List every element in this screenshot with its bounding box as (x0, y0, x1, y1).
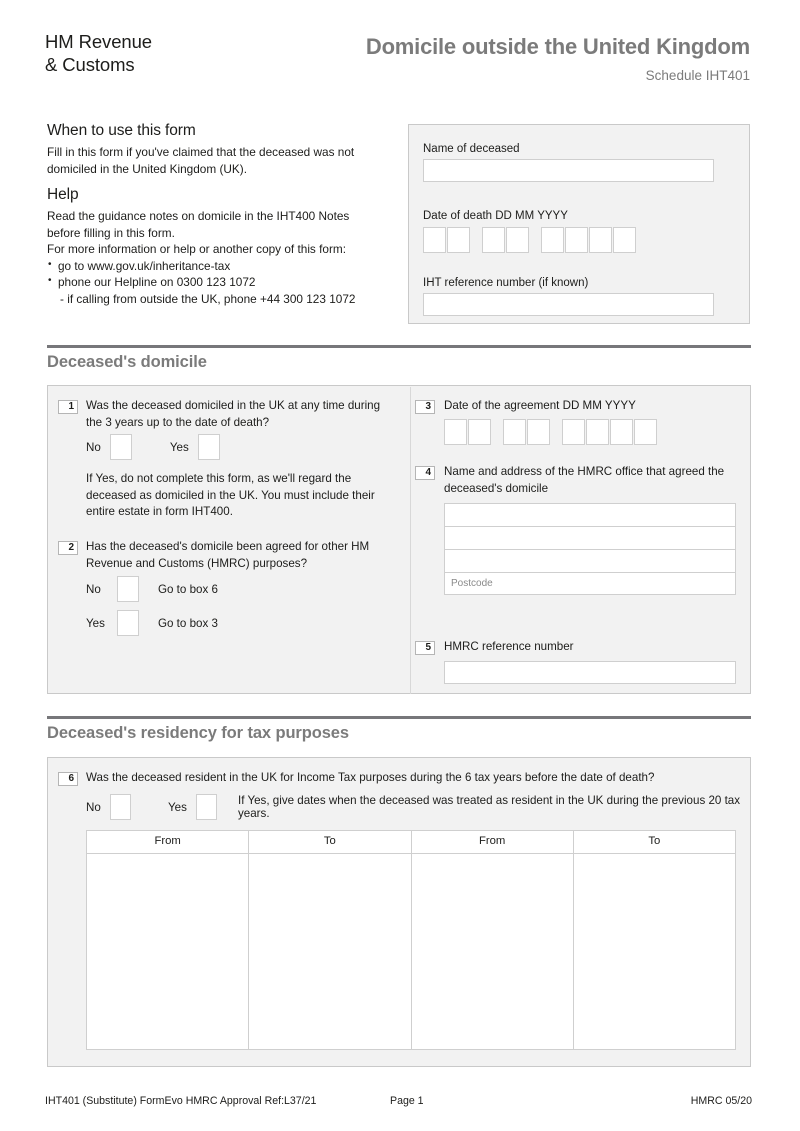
help-line3: For more information or help or another copy of this form: (47, 242, 346, 256)
hmrc-logo-line1: HM Revenue (45, 31, 152, 52)
page-subtitle: Schedule IHT401 (645, 68, 750, 83)
question-2-no-action: Go to box 6 (158, 582, 218, 596)
domicile-column-divider (410, 387, 411, 694)
dod-month-group (482, 227, 529, 253)
agreement-year-3[interactable] (610, 419, 633, 445)
question-6-no-checkbox[interactable] (110, 794, 131, 820)
agreement-year-4[interactable] (634, 419, 657, 445)
agreement-day-group (444, 419, 491, 445)
page-title: Domicile outside the United Kingdom (365, 34, 750, 59)
residency-dates-table (86, 830, 736, 1050)
dod-day-group (423, 227, 470, 253)
iht-reference-label: IHT reference number (if known) (423, 277, 589, 289)
domicile-section-divider (47, 345, 751, 348)
question-6-text: Was the deceased resident in the UK for Income Tax purposes during the 6 tax years before the date of death? (86, 771, 655, 784)
question-2-no-label: No (86, 582, 101, 596)
question-1-options (86, 434, 220, 460)
question-2-text: Has the deceased's domicile been agreed for other HM Revenue and Customs (HMRC) purposes? (86, 540, 370, 570)
question-1-number: 1 (58, 400, 78, 414)
residency-section-title: Deceased's residency for tax purposes (47, 724, 349, 742)
help-bullet-subline: - if calling from outside the UK, phone +44 300 123 1072 (60, 291, 356, 306)
question-3-text: Date of the agreement DD MM YYYY (444, 399, 636, 412)
question-2-yes-action: Go to box 3 (158, 616, 218, 630)
question-1-text: Was the deceased domiciled in the UK at any time during the 3 years up to the date of death? (86, 399, 381, 429)
question-5-number: 5 (415, 641, 435, 655)
agreement-month-2[interactable] (527, 419, 550, 445)
question-6-options (86, 794, 750, 820)
name-of-deceased-label: Name of deceased (423, 143, 520, 155)
help-heading: Help (47, 186, 79, 203)
residency-table-column-from-1[interactable] (87, 854, 249, 1049)
deceased-details-panel (408, 124, 750, 324)
when-to-use-line2: domiciled in the United Kingdom (UK). (47, 161, 247, 176)
residency-table-header-to-2: To (648, 835, 661, 847)
dod-year-4[interactable] (613, 227, 636, 253)
footer-page-number: Page 1 (390, 1095, 424, 1107)
dod-month-1[interactable] (482, 227, 505, 253)
question-2-no-row (86, 576, 218, 602)
residency-table-column-from-2[interactable] (412, 854, 574, 1049)
spacer (47, 177, 387, 186)
question-6-yes-label: Yes (167, 800, 187, 814)
hmrc-reference-number-input[interactable] (444, 661, 736, 684)
question-1-yes-label: Yes (169, 440, 189, 454)
agreement-month-1[interactable] (503, 419, 526, 445)
when-to-use-heading: When to use this form (47, 122, 196, 139)
date-of-death-label: Date of death DD MM YYYY (423, 210, 568, 222)
question-2-yes-row (86, 610, 218, 636)
residency-table-column-to-1[interactable] (249, 854, 411, 1049)
page-header (0, 0, 800, 100)
residency-table-header-from-2: From (412, 831, 574, 853)
question-2-number: 2 (58, 541, 78, 555)
question-1-yes-checkbox[interactable] (198, 434, 220, 460)
question-3-number: 3 (415, 400, 435, 414)
residency-table-body (87, 854, 735, 1049)
agreement-year-2[interactable] (586, 419, 609, 445)
question-2-no-checkbox[interactable] (117, 576, 139, 602)
help-line2: before filling in this form. (47, 225, 175, 240)
question-5-text: HMRC reference number (444, 640, 574, 653)
domicile-section-title: Deceased's domicile (47, 353, 207, 371)
hmrc-office-address-line-2[interactable] (444, 526, 736, 549)
question-2-options (86, 576, 218, 636)
footer-approval-ref: IHT401 (Substitute) FormEvo HMRC Approval Ref:L37/21 (45, 1095, 317, 1107)
question-1-no-label: No (86, 440, 101, 454)
hmrc-logo-line2: & Customs (45, 54, 135, 75)
residency-table-header-to-1: To (249, 831, 411, 853)
footer-hmrc-version: HMRC 05/20 (690, 1095, 752, 1107)
question-6-number: 6 (58, 772, 78, 786)
agreement-year-1[interactable] (562, 419, 585, 445)
page-footer (0, 1095, 800, 1115)
dod-year-2[interactable] (565, 227, 588, 253)
question-6-hint: If Yes, give dates when the deceased was treated as resident in the UK during the previous 20 tax years. (237, 794, 741, 820)
hmrc-office-address-line-1[interactable] (444, 503, 736, 526)
name-of-deceased-input[interactable] (423, 159, 714, 182)
help-line1: Read the guidance notes on domicile in the IHT400 Notes (47, 209, 350, 223)
domicile-panel (47, 385, 751, 694)
question-3-date-boxes (444, 419, 657, 445)
residency-section-divider (47, 716, 751, 719)
dod-year-1[interactable] (541, 227, 564, 253)
agreement-month-group (503, 419, 550, 445)
agreement-year-group (562, 419, 657, 445)
help-bullet-website: • go to www.gov.uk/inheritance-tax (47, 258, 387, 275)
question-6-no-label: No (86, 800, 101, 814)
question-2-yes-label: Yes (86, 616, 105, 630)
dod-year-group (541, 227, 636, 253)
residency-panel (47, 757, 751, 1067)
iht-reference-input[interactable] (423, 293, 714, 316)
when-to-use-line1: Fill in this form if you've claimed that the deceased was not (47, 145, 355, 159)
date-of-death-boxes (423, 227, 636, 253)
question-6-yes-checkbox[interactable] (196, 794, 217, 820)
hmrc-office-address-group (444, 503, 736, 595)
help-bullet-list (47, 258, 387, 291)
residency-table-column-to-2[interactable] (574, 854, 735, 1049)
agreement-day-1[interactable] (444, 419, 467, 445)
hmrc-logo (45, 30, 152, 76)
dod-day-1[interactable] (423, 227, 446, 253)
question-1-no-checkbox[interactable] (110, 434, 132, 460)
intro-column (47, 122, 387, 307)
residency-table-header-from-1: From (87, 831, 249, 853)
help-bullet-helpline: • phone our Helpline on 0300 123 1072 (47, 274, 387, 291)
dod-year-3[interactable] (589, 227, 612, 253)
question-1-option-row (86, 434, 220, 460)
residency-table-header-row (87, 831, 735, 854)
question-1-note: If Yes, do not complete this form, as we'll regard the deceased as domiciled in the UK. You must include their entire estate in form IHT400. (86, 472, 375, 518)
hmrc-office-postcode-input[interactable]: Postcode (444, 572, 736, 595)
question-4-text: Name and address of the HMRC office that agreed the deceased's domicile (444, 465, 725, 495)
dod-month-2[interactable] (506, 227, 529, 253)
agreement-day-2[interactable] (468, 419, 491, 445)
hmrc-office-address-line-3[interactable] (444, 549, 736, 572)
question-2-yes-checkbox[interactable] (117, 610, 139, 636)
dod-day-2[interactable] (447, 227, 470, 253)
question-4-number: 4 (415, 466, 435, 480)
